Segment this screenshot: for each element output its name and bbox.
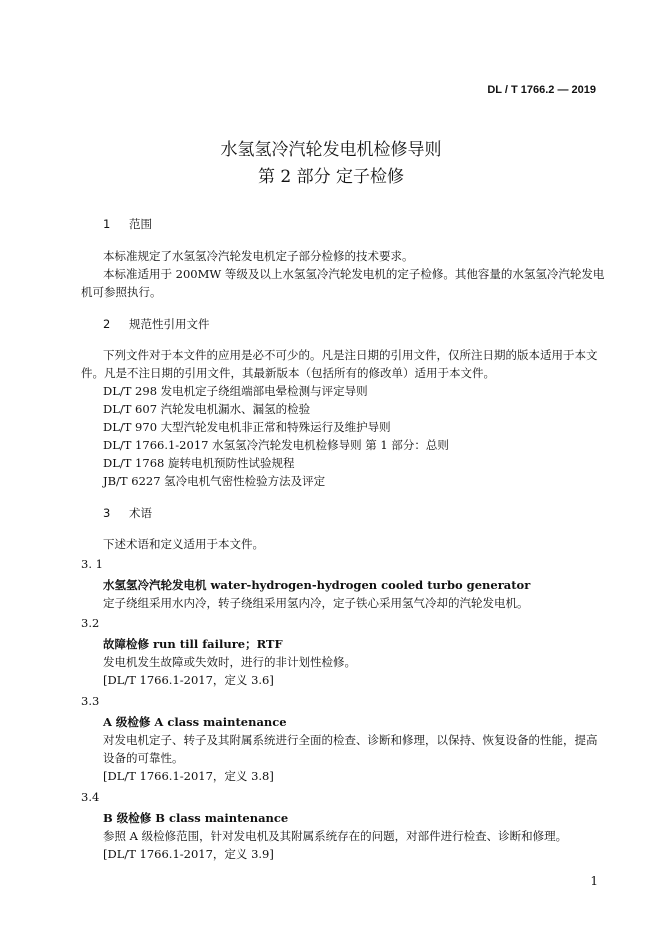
section-title: 术语 <box>129 506 152 520</box>
term-definition-line-2: 设备的可靠性。 <box>103 751 184 765</box>
term-source: [DL/T 1766.1-2017，定义 3.8] <box>103 769 274 783</box>
term-definition: 参照 A 级检修范围，针对发电机及其附属系统存在的问题，对部件进行检查、诊断和修理。 <box>103 829 568 843</box>
standard-number: DL / T 1766.2 — 2019 <box>487 84 596 96</box>
section-number: 2 <box>103 317 111 331</box>
section-heading-scope <box>103 216 152 232</box>
scope-paragraph-2-line-2: 机可参照执行。 <box>81 285 162 299</box>
term-title: B 级检修 B class maintenance <box>103 811 289 825</box>
document-subtitle: 第 2 部分 定子检修 <box>257 167 405 187</box>
section-title: 范围 <box>129 217 152 231</box>
reference-item: DL/T 970 大型汽轮发电机非正常和特殊运行及维护导则 <box>103 420 391 434</box>
term-source: [DL/T 1766.1-2017，定义 3.9] <box>103 847 274 861</box>
reference-item: DL/T 607 汽轮发电机漏水、漏氢的检验 <box>103 402 311 416</box>
section-heading-references <box>103 316 210 332</box>
term-number: 3.3 <box>81 694 100 708</box>
page-number: 1 <box>590 874 598 888</box>
scope-paragraph-1: 本标准规定了水氢氢冷汽轮发电机定子部分检修的技术要求。 <box>103 249 414 263</box>
terms-intro: 下述术语和定义适用于本文件。 <box>103 537 264 551</box>
section-title: 规范性引用文件 <box>129 317 210 331</box>
reference-item: DL/T 1766.1-2017 水氢氢冷汽轮发电机检修导则 第 1 部分：总则 <box>103 438 449 452</box>
term-number: 3.2 <box>81 616 100 630</box>
term-number: 3. 1 <box>81 557 103 571</box>
section-heading-terms <box>103 505 152 521</box>
term-source: [DL/T 1766.1-2017，定义 3.6] <box>103 673 274 687</box>
term-title: 故障检修 run till failure；RTF <box>103 637 283 651</box>
term-definition: 发电机发生故障或失效时，进行的非计划性检修。 <box>103 655 356 669</box>
reference-item: DL/T 1768 旋转电机预防性试验规程 <box>103 456 295 470</box>
references-intro-line-1: 下列文件对于本文件的应用是必不可少的。凡是注日期的引用文件，仅所注日期的版本适用于本文 <box>103 348 598 362</box>
section-number: 3 <box>103 506 111 520</box>
document-title: 水氢氢冷汽轮发电机检修导则 <box>220 140 442 160</box>
term-title: 水氢氢冷汽轮发电机 water-hydrogen-hydrogen cooled turbo generator <box>103 578 531 592</box>
term-title: A 级检修 A class maintenance <box>103 715 287 729</box>
term-definition-line-1: 对发电机定子、转子及其附属系统进行全面的检查、诊断和修理，以保持、恢复设备的性能，提高 <box>103 733 598 747</box>
section-number: 1 <box>103 217 111 231</box>
reference-item: JB/T 6227 氢冷电机气密性检验方法及评定 <box>103 474 326 488</box>
reference-item: DL/T 298 发电机定子绕组端部电晕检测与评定导则 <box>103 384 368 398</box>
term-number: 3.4 <box>81 790 100 804</box>
scope-paragraph-2-line-1: 本标准适用于 200MW 等级及以上水氢氢冷汽轮发电机的定子检修。其他容量的水氢氢冷汽轮发电 <box>103 267 605 281</box>
references-intro-line-2: 件。凡是不注日期的引用文件，其最新版本（包括所有的修改单）适用于本文件。 <box>81 366 495 380</box>
term-definition: 定子绕组采用水内冷，转子绕组采用氢内冷，定子铁心采用氢气冷却的汽轮发电机。 <box>103 596 529 610</box>
